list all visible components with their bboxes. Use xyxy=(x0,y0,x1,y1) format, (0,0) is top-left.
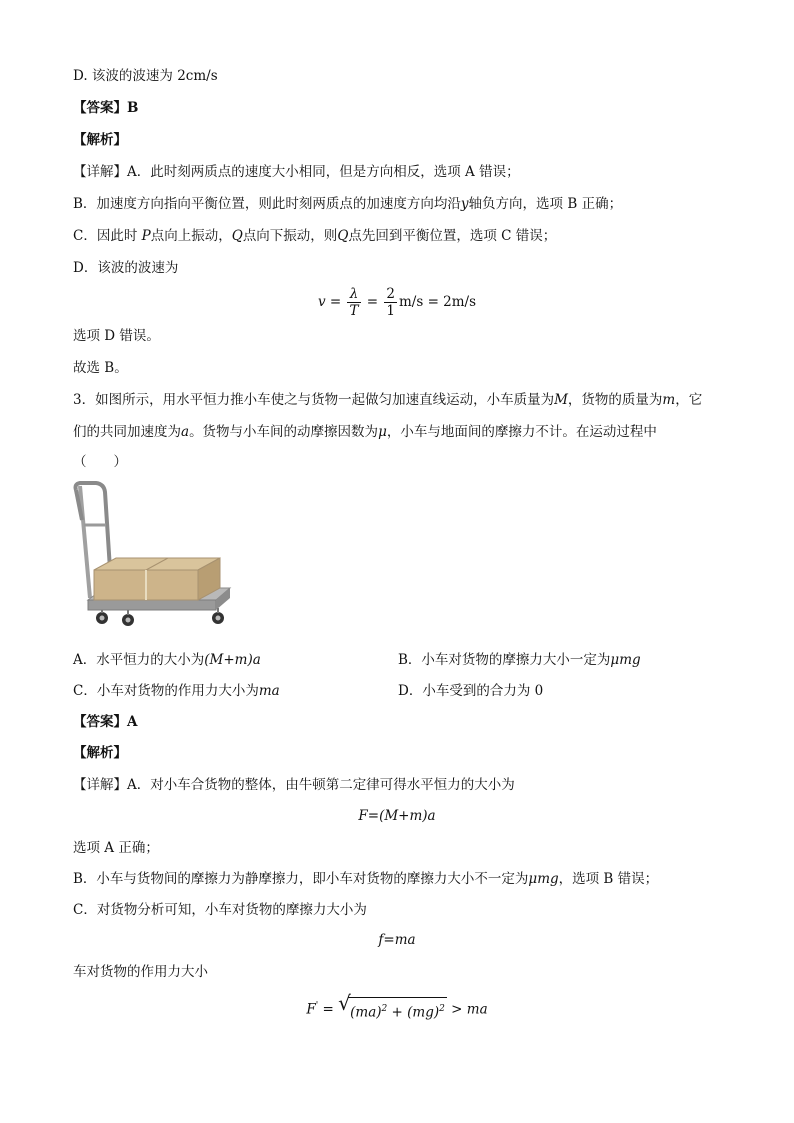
cart-handle-rail xyxy=(80,486,90,598)
cart-with-cargo-illustration xyxy=(68,480,238,630)
detail-c-3: C．对货物分析可知，小车对货物的摩擦力大小为 xyxy=(73,902,367,918)
var: F xyxy=(306,1001,316,1018)
text: 轴负方向，选项 B 正确； xyxy=(468,196,623,212)
var: P xyxy=(141,228,151,244)
detail-a-1: 【详解】A．此时刻两质点的速度大小相同，但是方向相反，选项 A 错误； xyxy=(73,164,520,180)
exp: 2 xyxy=(381,1004,388,1015)
den: 1 xyxy=(386,303,395,319)
text: B．小车与货物间的摩擦力为静摩擦力，即小车对货物的摩擦力大小不一定为 xyxy=(73,871,529,887)
option-c xyxy=(73,681,280,701)
text: 点向上振动， xyxy=(150,228,232,244)
num: 2 xyxy=(386,286,395,302)
option-d-prev: D. 该波的波速为 2cm/s xyxy=(73,68,218,84)
equation-force: F=(M+m)a xyxy=(358,808,436,824)
question-3-blank: （ ） xyxy=(73,454,127,470)
text: + xyxy=(387,1004,408,1021)
text: 点先回到平衡位置，选项 C 错误； xyxy=(348,228,557,244)
var: Q xyxy=(231,228,243,244)
text: C．小车对货物的作用力大小为 xyxy=(73,683,259,699)
text: B．小车对货物的摩擦力大小一定为 xyxy=(398,652,611,668)
text: ，选项 B 错误； xyxy=(558,871,659,887)
conclusion-1: 故选 B。 xyxy=(73,360,128,376)
text: = xyxy=(318,1001,339,1018)
equation-resultant xyxy=(0,991,794,1023)
detail-c2-3: 车对货物的作用力大小 xyxy=(73,964,208,980)
cart-platform-front xyxy=(88,600,216,610)
text: > ma xyxy=(446,1001,488,1018)
var: μ xyxy=(378,424,387,440)
text: 。货物与小车间的动摩擦因数为 xyxy=(189,424,379,440)
question-3-line-1 xyxy=(73,390,702,410)
detail-b-1 xyxy=(73,194,622,214)
fraction xyxy=(384,286,397,319)
fraction xyxy=(347,286,360,319)
var: Q xyxy=(337,228,349,244)
expr: (M+m)a xyxy=(204,652,261,668)
term: (ma) xyxy=(350,1004,382,1021)
text: B．加速度方向指向平衡位置，则此时刻两质点的加速度方向均沿 xyxy=(73,196,461,212)
var: m xyxy=(662,392,676,408)
analysis-label-3: 【解析】 xyxy=(73,745,127,761)
text: ，货物的质量为 xyxy=(567,392,663,408)
detail-d-1: D．该波的波速为 xyxy=(73,260,179,276)
sqrt xyxy=(338,991,447,1023)
text: 点向下振动，则 xyxy=(242,228,338,244)
answer-label-1: 【答案】B xyxy=(73,100,139,116)
expr: μmg xyxy=(610,652,641,668)
option-d: D．小车受到的合力为 0 xyxy=(398,683,544,699)
text: ，它 xyxy=(675,392,703,408)
text: = xyxy=(325,294,346,310)
expr: μmg xyxy=(528,871,559,887)
term: (mg) xyxy=(407,1004,440,1021)
radicand xyxy=(348,997,447,1023)
var: a xyxy=(181,424,190,440)
num: λ xyxy=(347,286,360,303)
text: = xyxy=(362,294,383,310)
var: y xyxy=(460,196,469,212)
text: ，小车与地面间的摩擦力不计。在运动过程中 xyxy=(386,424,657,440)
den: T xyxy=(349,303,359,319)
question-3-line-2 xyxy=(73,422,657,442)
prime: ' xyxy=(315,1001,319,1011)
detail-a-3: 【详解】A．对小车合货物的整体，由牛顿第二定律可得水平恒力的大小为 xyxy=(73,777,515,793)
text: 们的共同加速度为 xyxy=(73,424,181,440)
var: M xyxy=(554,392,568,408)
answer-label-3: 【答案】A xyxy=(73,714,138,730)
option-b xyxy=(398,650,641,670)
text: 3．如图所示，用水平恒力推小车使之与货物一起做匀加速直线运动，小车质量为 xyxy=(73,392,555,408)
detail-d2-1: 选项 D 错误。 xyxy=(73,328,160,344)
option-a xyxy=(73,650,261,670)
text: C．因此时 xyxy=(73,228,138,244)
cart-wheel-hub xyxy=(100,616,105,621)
exp: 2 xyxy=(439,1004,445,1015)
cart-wheel-hub xyxy=(126,618,131,623)
detail-b-3 xyxy=(73,869,658,889)
detail-a2-3: 选项 A 正确； xyxy=(73,840,159,856)
text: A．水平恒力的大小为 xyxy=(73,652,205,668)
text: m/s = 2m/s xyxy=(399,294,477,310)
var: v xyxy=(317,294,326,310)
expr: ma xyxy=(258,683,280,699)
radical-sign: √ xyxy=(338,991,351,1016)
analysis-label-1: 【解析】 xyxy=(73,132,127,148)
equation-wave-speed xyxy=(0,286,794,319)
equation-friction: f=ma xyxy=(378,932,416,948)
cart-wheel-hub xyxy=(216,616,221,621)
detail-c-1 xyxy=(73,226,556,246)
